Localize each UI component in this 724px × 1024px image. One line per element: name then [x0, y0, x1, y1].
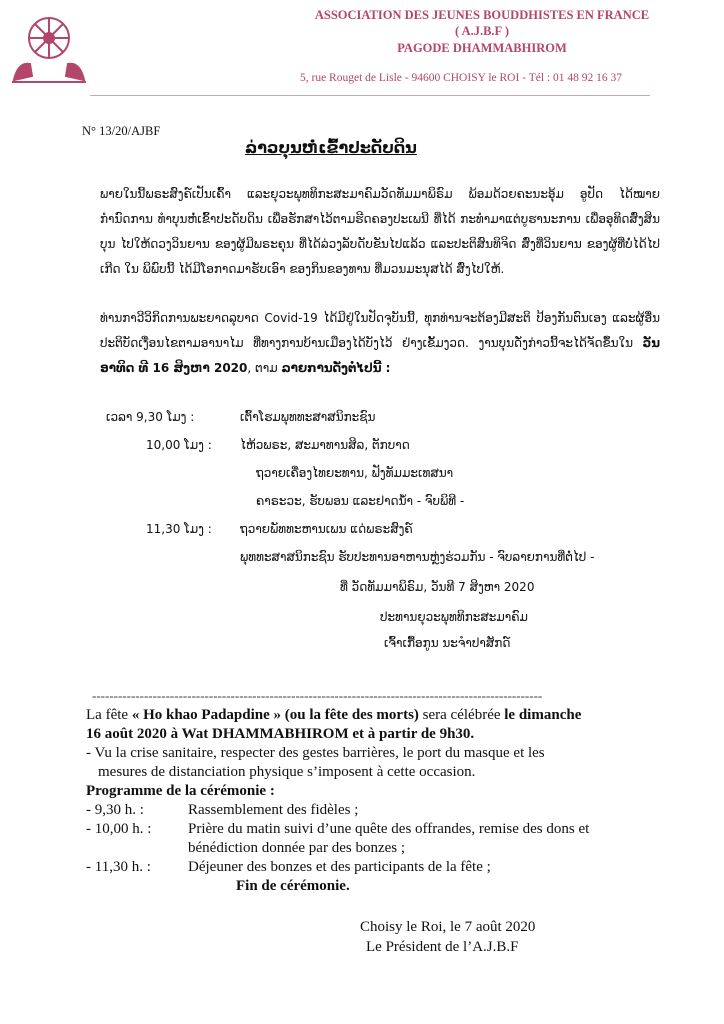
lao-date-line: ທີ່ ວັດທັມມາພິຣົມ, ວັນທີ 7 ສິງຫາ 2020 [340, 580, 535, 594]
lao-program-text-1: ເຕົ້າໂຮມພຸທທະສາສນິກະຊົນ [240, 410, 376, 424]
french-covid-1: - Vu la crise sanitaire, respecter des gestes barrières, le port du masque et les [86, 745, 545, 761]
lao-paragraph-2-tail: , ຕາມ [247, 361, 278, 375]
french-intro-d: le dimanche [504, 707, 582, 723]
lao-program-time-3: 11,30 ໂມງ : [146, 522, 212, 536]
association-acronym: ( A.J.B.F ) [454, 24, 510, 38]
french-item-time-1: - 9,30 h. : [86, 802, 144, 818]
french-intro-c: sera célébrée [418, 707, 505, 723]
lao-program-time-2: 10,00 ໂມງ : [146, 438, 212, 452]
french-place-date: Choisy le Roi, le 7 août 2020 [360, 919, 536, 935]
french-item-time-3: - 11,30 h. : [86, 859, 151, 875]
french-item-time-2: - 10,00 h. : [86, 821, 152, 837]
french-item-text-1: Rassemblement des fidèles ; [188, 802, 359, 818]
lao-signatory-title: ປະທານຍຸວະພຸທທິກະສະມາຄົມ [380, 610, 528, 624]
lao-program-text-2: ໄຫ້ວພຣະ, ສະມາທານສິລ, ຕັກບາດ [240, 438, 410, 452]
lao-program-text-5: ຖວາຍພັທທະຫານເພນ ແດ່ພຣະສົງຄ໌ [240, 522, 413, 536]
french-programme-title: Programme de la cérémonie : [86, 783, 275, 799]
lao-program-heading: ລາຍການດັ່ງຕໍ່ໄປນີ້ : [281, 361, 391, 375]
pagoda-name: PAGODE DHAMMABHIROM [397, 41, 567, 55]
lao-paragraph-2-text: ທ່ານກາວີວິກິດການພະຍາດລຸບາດ Covid-19 ໄດ້ມີຢູ່ໃນປັດຈຸບັນນີ້, ທຸກທ່ານຈະຕ້ອງມີສະຕິ ປ້ອງກັນຕົນເອງ ແລະຜູ້ອື່ນ ປະຕິບັດເງື່ອນໄຂຕາມອານາໄມ ທີ່ທາງການບ້ານເມືອງໄດ້ບັງໄວ້ ຢ່າງເຂັ້ມງວດ. ງານບຸນດັ່ງກ່າວນີ້ຈະໄດ້ຈັດຂຶ້ນໃນ [100, 311, 660, 350]
french-fete-name: « Ho khao Padapdine » (ou la fête des morts) [131, 707, 419, 723]
french-intro [86, 706, 646, 725]
header-divider [90, 95, 650, 96]
french-item-text-3: bénédiction donnée par des bonzes ; [188, 840, 406, 856]
dharma-wheel-deer-icon [8, 6, 90, 88]
lao-title: ລ່າວບຸນຫໍ່ເຂົ້າປະດັບດິນ [245, 138, 417, 157]
association-name: ASSOCIATION DES JEUNES BOUDDHISTES EN FRANCE [314, 8, 650, 22]
lao-program-text-4: ຄາຣະວະ, ຮັບພອນ ແລະຢາດນ້ຳ - ຈົບພິທີ - [256, 494, 465, 508]
reference-number: N° 13/20/AJBF [82, 124, 161, 138]
french-event-date: 16 août 2020 à Wat DHAMMABHIROM et à partir de 9h30. [86, 726, 475, 742]
french-covid-2: mesures de distanciation physique s’imposent à cette occasion. [98, 764, 476, 780]
french-signature: Le Président de l’A.J.B.F [366, 939, 519, 955]
french-intro-a: La fête [86, 707, 132, 723]
french-fin: Fin de cérémonie. [236, 878, 350, 894]
address: 5, rue Rouget de Lisle - 94600 CHOISY le ROI - Tél : 01 48 92 16 37 [300, 72, 622, 84]
lao-program-text-6: ພຸທທະສາສນິກະຊົນ ຮັບປະທານອາຫານຫຼ່ງຮ່ວມກັນ - ຈົບລາຍການທີ່ຕໍ່ໄປ - [240, 550, 595, 564]
section-separator: -------------------------------------------------------------------------------------------------------- [92, 688, 543, 703]
lao-paragraph-2 [100, 306, 660, 381]
lao-program-text-3: ຖວາຍເຄື່ອງໄທຍະທານ, ຟັງທັມມະເທສນາ [256, 466, 454, 480]
lao-signatory-name: ເຈົ້າເກື້ອກູນ ນະຈຳປາສັກດ໌ [384, 636, 511, 650]
lao-event-date: ວັນອາທິດ ທີ 16 ສິງຫາ 2020 [100, 336, 660, 375]
french-item-text-4: Déjeuner des bonzes et des participants de la fête ; [188, 859, 491, 875]
lao-paragraph-1: ພາຍໃນນີ້ພຣະສົງຄ໌ເປັນເຄົ້າ ແລະຍຸວະພຸທທິກະສະມາຄົມວັດທັມມາພິຣົມ ພ້ອມດ້ວຍຄະນະອຸ້ມ ອູປັດ ໄດ້ໝາຍກຳນົດການ ທຳບຸນຫໍ່ເຂົ້າປະດັບດິນ ເພື່ອຮັກສາໄວ້ຕາມຮີດຄອງປະເພນີ ທີ່ໄດ້ ກະທຳມາແຕ່ບູຮານະການ ເພື່ອອຸທິດສົ່ງສິນບຸນ ໄປໃຫ້ດວງວິນຍານ ຂອງຜູ້ມີພຣະຄຸນ ທີ່ໄດ້ລ່ວງລັບດັບຂັນໄປແລ້ວ ແລະປະຕິສົນທິຈິດ ສົ່ງທີ່ວິນຍານ ຂອງຜູ້ທີ່ບໍ່ໄດ້ໄປເກີດ ໃນ ພິພົບນີ້ ໄດ້ມີໂອກາດມາຮັບເອົາ ຂອງກິນຂອງທານ ທີ່ມວນມະນຸສໄດ້ ສົ່ງໄປໃຫ້. [100, 187, 660, 276]
lao-program-time-1: ເວລາ 9,30 ໂມງ : [106, 410, 195, 424]
french-item-text-2: Prière du matin suivi d’une quête des offrandes, remise des dons et [188, 821, 590, 837]
